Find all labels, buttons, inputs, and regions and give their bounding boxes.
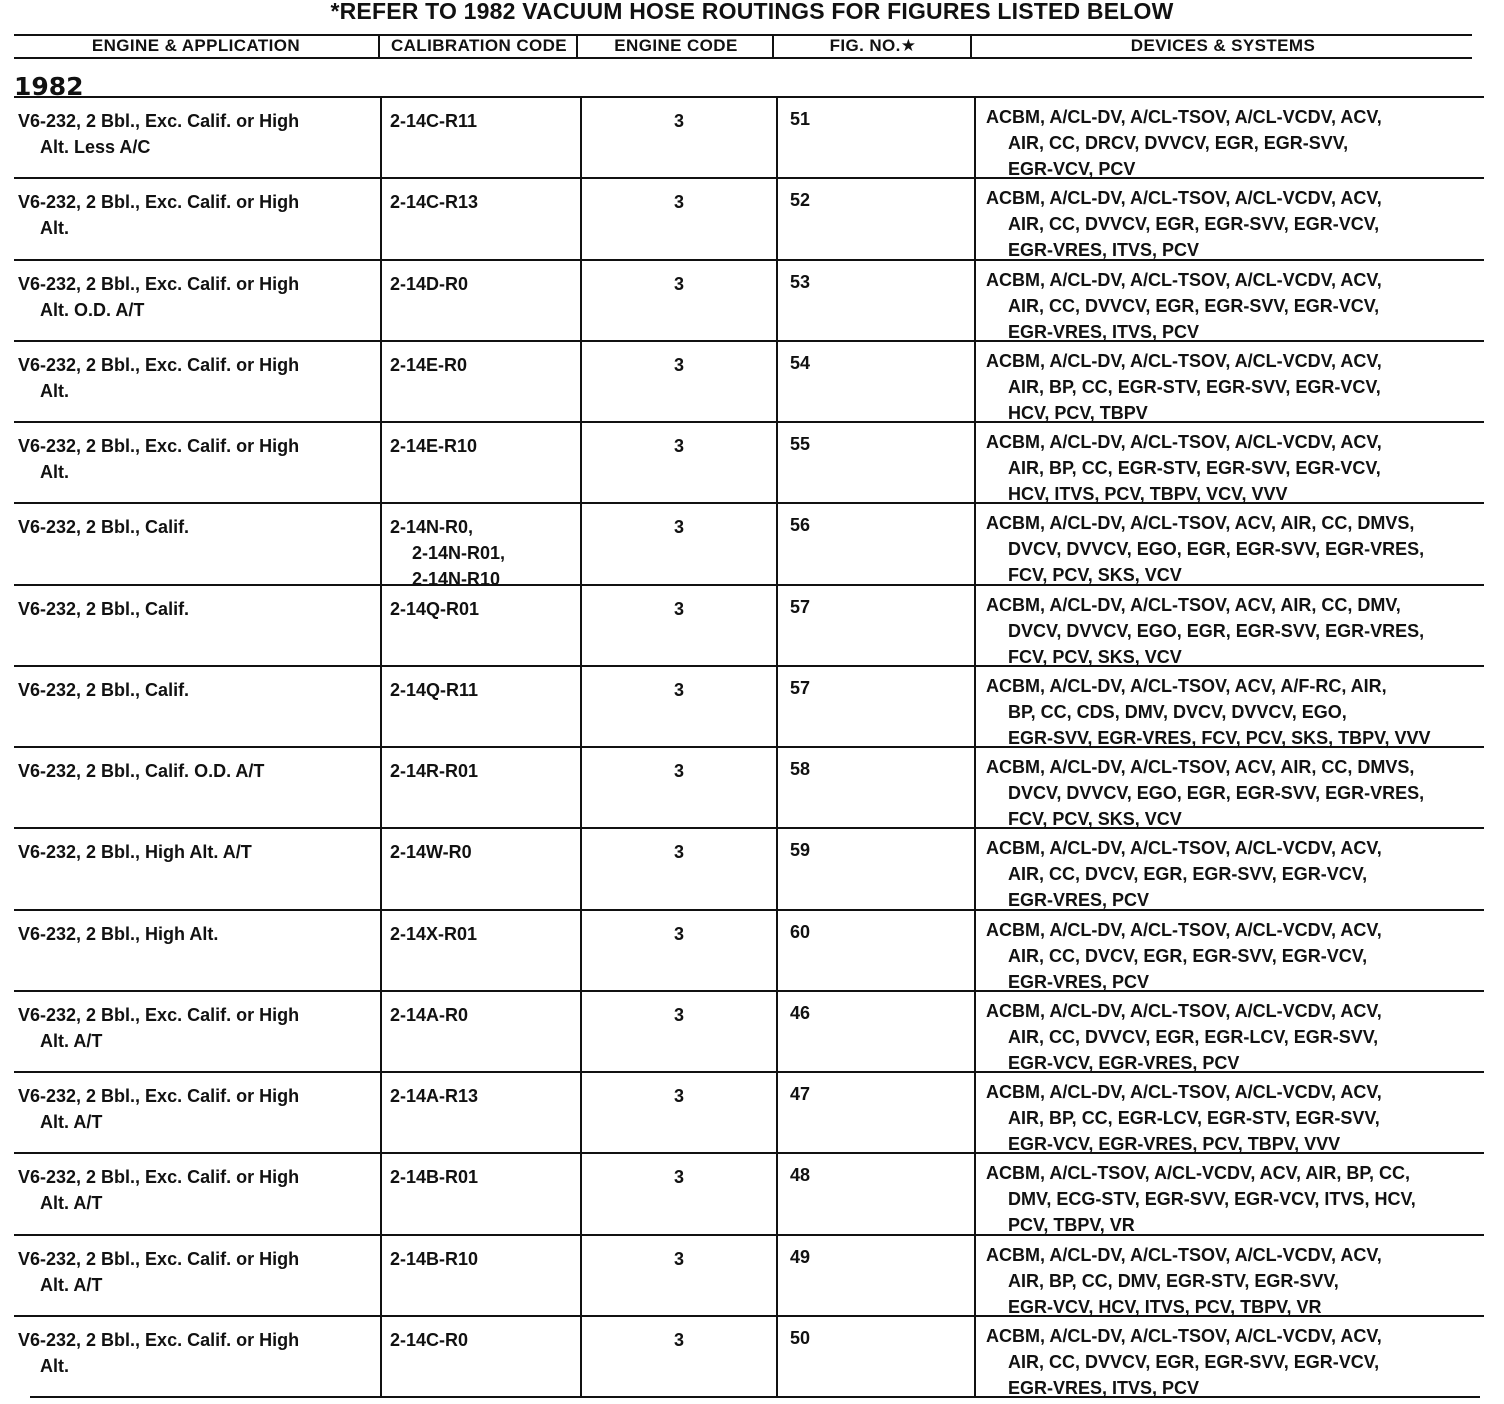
calibration-code-cell <box>380 1154 580 1233</box>
column-headers <box>14 34 1472 58</box>
calibration-code-cell-line: 2-14W-R0 <box>390 842 472 863</box>
table-row <box>14 990 1484 1071</box>
engine-code-cell: 3 <box>580 829 776 908</box>
application-cell <box>16 504 378 583</box>
calibration-code-cell-line: 2-14C-R0 <box>390 1329 469 1350</box>
table-row <box>14 1152 1484 1236</box>
application-cell-line: V6-232, 2 Bbl., Exc. Calif. or High <box>18 1248 300 1269</box>
devices-systems-cell-line: DMV, ECG-STV, EGR-SVV, EGR-VCV, ITVS, HCV, <box>1008 1189 1416 1210</box>
devices-systems-cell <box>974 748 1484 827</box>
calibration-code-cell <box>380 261 580 340</box>
engine-code-cell: 3 <box>580 667 776 746</box>
fig-no-cell: 53 <box>776 261 974 340</box>
engine-code-cell: 3 <box>580 261 776 340</box>
calibration-code-cell-line: 2-14X-R01 <box>390 923 478 944</box>
devices-systems-cell <box>974 911 1484 990</box>
table-row <box>14 665 1484 746</box>
table-row <box>14 177 1484 261</box>
application-cell-line: V6-232, 2 Bbl., High Alt. <box>18 923 219 944</box>
table-row <box>14 827 1484 911</box>
application-cell-line: Alt. Less A/C <box>40 137 151 157</box>
devices-systems-cell <box>974 992 1484 1071</box>
devices-systems-cell-line: EGR-VCV, HCV, ITVS, PCV, TBPV, VR <box>1008 1296 1322 1317</box>
calibration-code-cell-line: 2-14C-R13 <box>390 192 479 213</box>
devices-systems-cell-line: EGR-VRES, ITVS, PCV <box>1008 1377 1200 1398</box>
devices-systems-cell-line: DVCV, DVVCV, EGO, EGR, EGR-SVV, EGR-VRES, <box>1008 620 1425 641</box>
application-cell <box>16 829 378 908</box>
calibration-code-cell <box>380 504 580 590</box>
application-cell-line: V6-232, 2 Bbl., Exc. Calif. or High <box>18 1086 300 1106</box>
application-cell-line: V6-232, 2 Bbl., Exc. Calif. or High <box>18 1329 300 1350</box>
application-cell <box>16 911 378 990</box>
devices-systems-cell-line: EGR-VCV, EGR-VRES, PCV, TBPV, VVV <box>1008 1134 1341 1154</box>
devices-systems-cell <box>974 342 1484 421</box>
fig-no-cell: 56 <box>776 504 974 583</box>
application-cell-line: Alt. <box>40 1355 69 1376</box>
engine-code-cell: 3 <box>580 1154 776 1233</box>
devices-systems-cell-line: AIR, BP, CC, DMV, EGR-STV, EGR-SVV, <box>1008 1270 1339 1291</box>
application-cell <box>16 1073 378 1152</box>
fig-no-cell: 50 <box>776 1317 974 1396</box>
application-cell <box>16 423 378 502</box>
devices-systems-cell <box>974 1154 1484 1236</box>
devices-systems-cell-line: ACBM, A/CL-DV, A/CL-TSOV, A/CL-VCDV, ACV, <box>986 1082 1382 1102</box>
table-header-note: *REFER TO 1982 VACUUM HOSE ROUTINGS FOR FIGURES LISTED BELOW <box>330 0 1174 24</box>
table-row <box>14 421 1484 502</box>
devices-systems-cell-line: ACBM, A/CL-DV, A/CL-TSOV, A/CL-VCDV, ACV, <box>986 919 1382 940</box>
devices-systems-cell-line: AIR, CC, DVCV, EGR, EGR-SVV, EGR-VCV, <box>1008 945 1368 966</box>
calibration-code-cell-line: 2-14Q-R11 <box>390 679 479 700</box>
engine-code-cell: 3 <box>580 1073 776 1152</box>
devices-systems-cell-line: PCV, TBPV, VR <box>1008 1215 1135 1236</box>
devices-systems-cell-line: EGR-VRES, ITVS, PCV <box>1008 321 1200 342</box>
fig-no-cell: 55 <box>776 423 974 502</box>
devices-systems-cell-line: ACBM, A/CL-TSOV, A/CL-VCDV, ACV, AIR, BP, CC, <box>986 1163 1411 1184</box>
calibration-code-cell <box>380 98 580 177</box>
fig-no-cell: 60 <box>776 911 974 990</box>
fig-no-cell: 57 <box>776 586 974 665</box>
devices-systems-cell-line: ACBM, A/CL-DV, A/CL-TSOV, A/CL-VCDV, ACV, <box>986 1325 1382 1346</box>
application-cell-line: V6-232, 2 Bbl., Exc. Calif. or High <box>18 1167 300 1188</box>
devices-systems-cell-line: EGR-VRES, PCV <box>1008 971 1150 992</box>
engine-code-cell: 3 <box>580 911 776 990</box>
calibration-code-cell <box>380 748 580 827</box>
devices-systems-cell-line: EGR-VCV, EGR-VRES, PCV <box>1008 1052 1240 1073</box>
fig-no-cell: 47 <box>776 1073 974 1152</box>
devices-systems-cell-line: ACBM, A/CL-DV, A/CL-TSOV, ACV, AIR, CC, DMV, <box>986 594 1401 615</box>
application-cell-line: Alt. <box>40 462 69 482</box>
fig-no-cell: 58 <box>776 748 974 827</box>
devices-systems-cell-line: ACBM, A/CL-DV, A/CL-TSOV, A/CL-VCDV, ACV, <box>986 350 1382 371</box>
calibration-code-cell-line: 2-14N-R0, <box>390 517 474 538</box>
devices-systems-cell-line: ACBM, A/CL-DV, A/CL-TSOV, A/CL-VCDV, ACV, <box>986 1244 1382 1265</box>
table-row <box>14 584 1484 665</box>
engine-code-cell: 3 <box>580 1236 776 1315</box>
calibration-code-cell-line: 2-14B-R01 <box>390 1167 479 1188</box>
calibration-code-cell-line: 2-14A-R13 <box>390 1086 479 1106</box>
application-cell-line: V6-232, 2 Bbl., High Alt. A/T <box>18 842 252 863</box>
devices-systems-cell-line: ACBM, A/CL-DV, A/CL-TSOV, A/CL-VCDV, ACV, <box>986 432 1382 452</box>
engine-code-cell: 3 <box>580 992 776 1071</box>
devices-systems-cell-line: AIR, BP, CC, EGR-STV, EGR-SVV, EGR-VCV, <box>1008 458 1381 478</box>
header-bottom-rule <box>14 57 1472 59</box>
calibration-code-cell <box>380 342 580 421</box>
devices-systems-cell <box>974 504 1484 586</box>
devices-systems-cell-line: HCV, PCV, TBPV <box>1008 402 1148 423</box>
col-header-calibration: CALIBRATION CODE <box>378 34 578 58</box>
engine-code-cell: 3 <box>580 504 776 583</box>
calibration-code-cell-line: 2-14E-R10 <box>390 436 478 456</box>
calibration-code-cell <box>380 992 580 1071</box>
calibration-code-cell-line: 2-14C-R11 <box>390 111 478 131</box>
calibration-code-cell-line: 2-14N-R01, <box>412 543 506 564</box>
application-cell <box>16 179 378 258</box>
devices-systems-cell-line: ACBM, A/CL-DV, A/CL-TSOV, A/CL-VCDV, ACV, <box>986 269 1382 290</box>
devices-systems-cell-line: AIR, CC, DRCV, DVVCV, EGR, EGR-SVV, <box>1008 133 1349 153</box>
devices-systems-cell <box>974 586 1484 665</box>
fig-no-cell: 57 <box>776 667 974 746</box>
devices-systems-cell-line: BP, CC, CDS, DMV, DVCV, DVVCV, EGO, <box>1008 701 1347 722</box>
application-cell <box>16 992 378 1071</box>
fig-no-cell: 48 <box>776 1154 974 1233</box>
devices-systems-cell-line: AIR, CC, DVCV, EGR, EGR-SVV, EGR-VCV, <box>1008 864 1368 885</box>
calibration-code-cell <box>380 1236 580 1315</box>
application-cell <box>16 98 378 177</box>
engine-code-cell: 3 <box>580 748 776 827</box>
application-cell <box>16 667 378 746</box>
calibration-code-cell <box>380 179 580 258</box>
devices-systems-cell-line: AIR, CC, DVVCV, EGR, EGR-SVV, EGR-VCV, <box>1008 214 1380 235</box>
fig-no-cell: 54 <box>776 342 974 421</box>
application-cell-line: Alt. A/T <box>40 1112 103 1132</box>
application-cell <box>16 748 378 827</box>
fig-no-cell: 51 <box>776 98 974 177</box>
devices-systems-cell-line: FCV, PCV, SKS, VCV <box>1008 646 1182 667</box>
calibration-code-cell-line: 2-14N-R10 <box>412 569 501 590</box>
table-row <box>14 502 1484 590</box>
calibration-code-cell <box>380 911 580 990</box>
devices-systems-cell-line: ACBM, A/CL-DV, A/CL-TSOV, A/CL-VCDV, ACV, <box>986 188 1382 209</box>
calibration-code-cell <box>380 667 580 746</box>
table-bottom-rule <box>30 1396 1480 1398</box>
application-cell-line: V6-232, 2 Bbl., Exc. Calif. or High <box>18 111 300 131</box>
fig-no-cell: 52 <box>776 179 974 258</box>
calibration-code-cell <box>380 829 580 908</box>
application-cell-line: V6-232, 2 Bbl., Calif. <box>18 679 190 700</box>
calibration-code-cell <box>380 1317 580 1396</box>
engine-code-cell: 3 <box>580 423 776 502</box>
calibration-code-cell-line: 2-14E-R0 <box>390 354 468 375</box>
application-cell-line: Alt. A/T <box>40 1274 103 1295</box>
devices-systems-cell-line: ACBM, A/CL-DV, A/CL-TSOV, ACV, AIR, CC, DMVS, <box>986 513 1415 534</box>
engine-code-cell: 3 <box>580 586 776 665</box>
engine-code-cell: 3 <box>580 342 776 421</box>
col-header-fig-no: FIG. NO.★ <box>772 34 972 58</box>
fig-no-cell: 59 <box>776 829 974 908</box>
application-cell-line: Alt. <box>40 380 69 401</box>
calibration-code-cell-line: 2-14Q-R01 <box>390 598 480 619</box>
devices-systems-cell <box>974 98 1484 177</box>
devices-systems-cell-line: AIR, BP, CC, EGR-STV, EGR-SVV, EGR-VCV, <box>1008 376 1381 397</box>
devices-systems-cell-line: AIR, BP, CC, EGR-LCV, EGR-STV, EGR-SVV, <box>1008 1108 1380 1128</box>
application-cell <box>16 261 378 340</box>
calibration-code-cell <box>380 423 580 502</box>
devices-systems-cell <box>974 1073 1484 1152</box>
devices-systems-cell-line: EGR-VRES, ITVS, PCV <box>1008 240 1200 261</box>
devices-systems-cell <box>974 179 1484 261</box>
application-cell-line: V6-232, 2 Bbl., Calif. O.D. A/T <box>18 761 265 781</box>
table-row <box>14 96 1484 177</box>
devices-systems-cell-line: ACBM, A/CL-DV, A/CL-TSOV, ACV, AIR, CC, DMVS, <box>986 757 1415 777</box>
application-cell-line: V6-232, 2 Bbl., Exc. Calif. or High <box>18 1004 300 1025</box>
application-cell <box>16 342 378 421</box>
engine-code-cell: 3 <box>580 179 776 258</box>
application-cell <box>16 1236 378 1315</box>
calibration-code-cell-line: 2-14R-R01 <box>390 761 479 781</box>
application-cell <box>16 586 378 665</box>
table-row <box>14 1234 1484 1315</box>
devices-systems-cell-line: EGR-VRES, PCV <box>1008 890 1150 911</box>
fig-no-cell: 46 <box>776 992 974 1071</box>
devices-systems-cell-line: ACBM, A/CL-DV, A/CL-TSOV, A/CL-VCDV, ACV, <box>986 107 1382 127</box>
calibration-code-cell-line: 2-14B-R10 <box>390 1248 479 1269</box>
table-row <box>14 1071 1484 1152</box>
fig-no-cell: 49 <box>776 1236 974 1315</box>
application-cell-line: Alt. O.D. A/T <box>40 299 145 320</box>
engine-code-cell: 3 <box>580 98 776 177</box>
engine-code-cell: 3 <box>580 1317 776 1396</box>
application-cell-line: Alt. A/T <box>40 1193 103 1214</box>
calibration-code-cell <box>380 1073 580 1152</box>
application-cell-line: Alt. A/T <box>40 1030 103 1051</box>
table-row <box>14 340 1484 421</box>
application-cell-line: Alt. <box>40 218 69 239</box>
col-header-devices: DEVICES & SYSTEMS <box>970 34 1474 58</box>
devices-systems-cell-line: ACBM, A/CL-DV, A/CL-TSOV, A/CL-VCDV, ACV, <box>986 1000 1382 1021</box>
col-header-engine-code: ENGINE CODE <box>576 34 774 58</box>
devices-systems-cell <box>974 1317 1484 1396</box>
application-cell-line: V6-232, 2 Bbl., Exc. Calif. or High <box>18 354 300 375</box>
devices-systems-cell-line: ACBM, A/CL-DV, A/CL-TSOV, A/CL-VCDV, ACV, <box>986 838 1382 859</box>
devices-systems-cell-line: FCV, PCV, SKS, VCV <box>1008 565 1182 586</box>
year-heading: 1982 <box>14 72 84 101</box>
table-row <box>14 746 1484 827</box>
application-cell-line: V6-232, 2 Bbl., Calif. <box>18 517 190 538</box>
table-row <box>14 1315 1484 1396</box>
devices-systems-cell-line: FCV, PCV, SKS, VCV <box>1008 809 1182 829</box>
calibration-code-cell-line: 2-14D-R0 <box>390 273 469 294</box>
devices-systems-cell <box>974 1236 1484 1315</box>
devices-systems-cell-line: EGR-VCV, PCV <box>1008 159 1136 179</box>
devices-systems-cell-line: DVCV, DVVCV, EGO, EGR, EGR-SVV, EGR-VRES, <box>1008 783 1425 803</box>
devices-systems-cell-line: EGR-SVV, EGR-VRES, FCV, PCV, SKS, TBPV, VVV <box>1008 727 1431 748</box>
col-header-application: ENGINE & APPLICATION <box>91 36 301 55</box>
devices-systems-cell <box>974 829 1484 911</box>
devices-systems-cell-line: AIR, CC, DVVCV, EGR, EGR-SVV, EGR-VCV, <box>1008 1351 1380 1372</box>
application-cell <box>16 1317 378 1396</box>
table-row <box>14 909 1484 990</box>
application-cell <box>16 1154 378 1233</box>
application-cell-line: V6-232, 2 Bbl., Exc. Calif. or High <box>18 273 300 294</box>
devices-systems-cell-line: AIR, CC, DVVCV, EGR, EGR-SVV, EGR-VCV, <box>1008 295 1380 316</box>
application-cell-line: V6-232, 2 Bbl., Exc. Calif. or High <box>18 192 300 213</box>
table-row <box>14 259 1484 340</box>
devices-systems-cell <box>974 423 1484 502</box>
devices-systems-cell-line: DVCV, DVVCV, EGO, EGR, EGR-SVV, EGR-VRES, <box>1008 539 1425 560</box>
application-cell-line: V6-232, 2 Bbl., Exc. Calif. or High <box>18 436 300 456</box>
application-cell-line: V6-232, 2 Bbl., Calif. <box>18 598 190 619</box>
devices-systems-cell <box>974 667 1484 746</box>
devices-systems-cell-line: HCV, ITVS, PCV, TBPV, VCV, VVV <box>1008 484 1288 504</box>
devices-systems-cell-line: AIR, CC, DVVCV, EGR, EGR-LCV, EGR-SVV, <box>1008 1026 1379 1047</box>
devices-systems-cell-line: ACBM, A/CL-DV, A/CL-TSOV, ACV, A/F-RC, AIR, <box>986 675 1387 696</box>
calibration-code-cell-line: 2-14A-R0 <box>390 1004 469 1025</box>
calibration-code-cell <box>380 586 580 665</box>
devices-systems-cell <box>974 261 1484 340</box>
